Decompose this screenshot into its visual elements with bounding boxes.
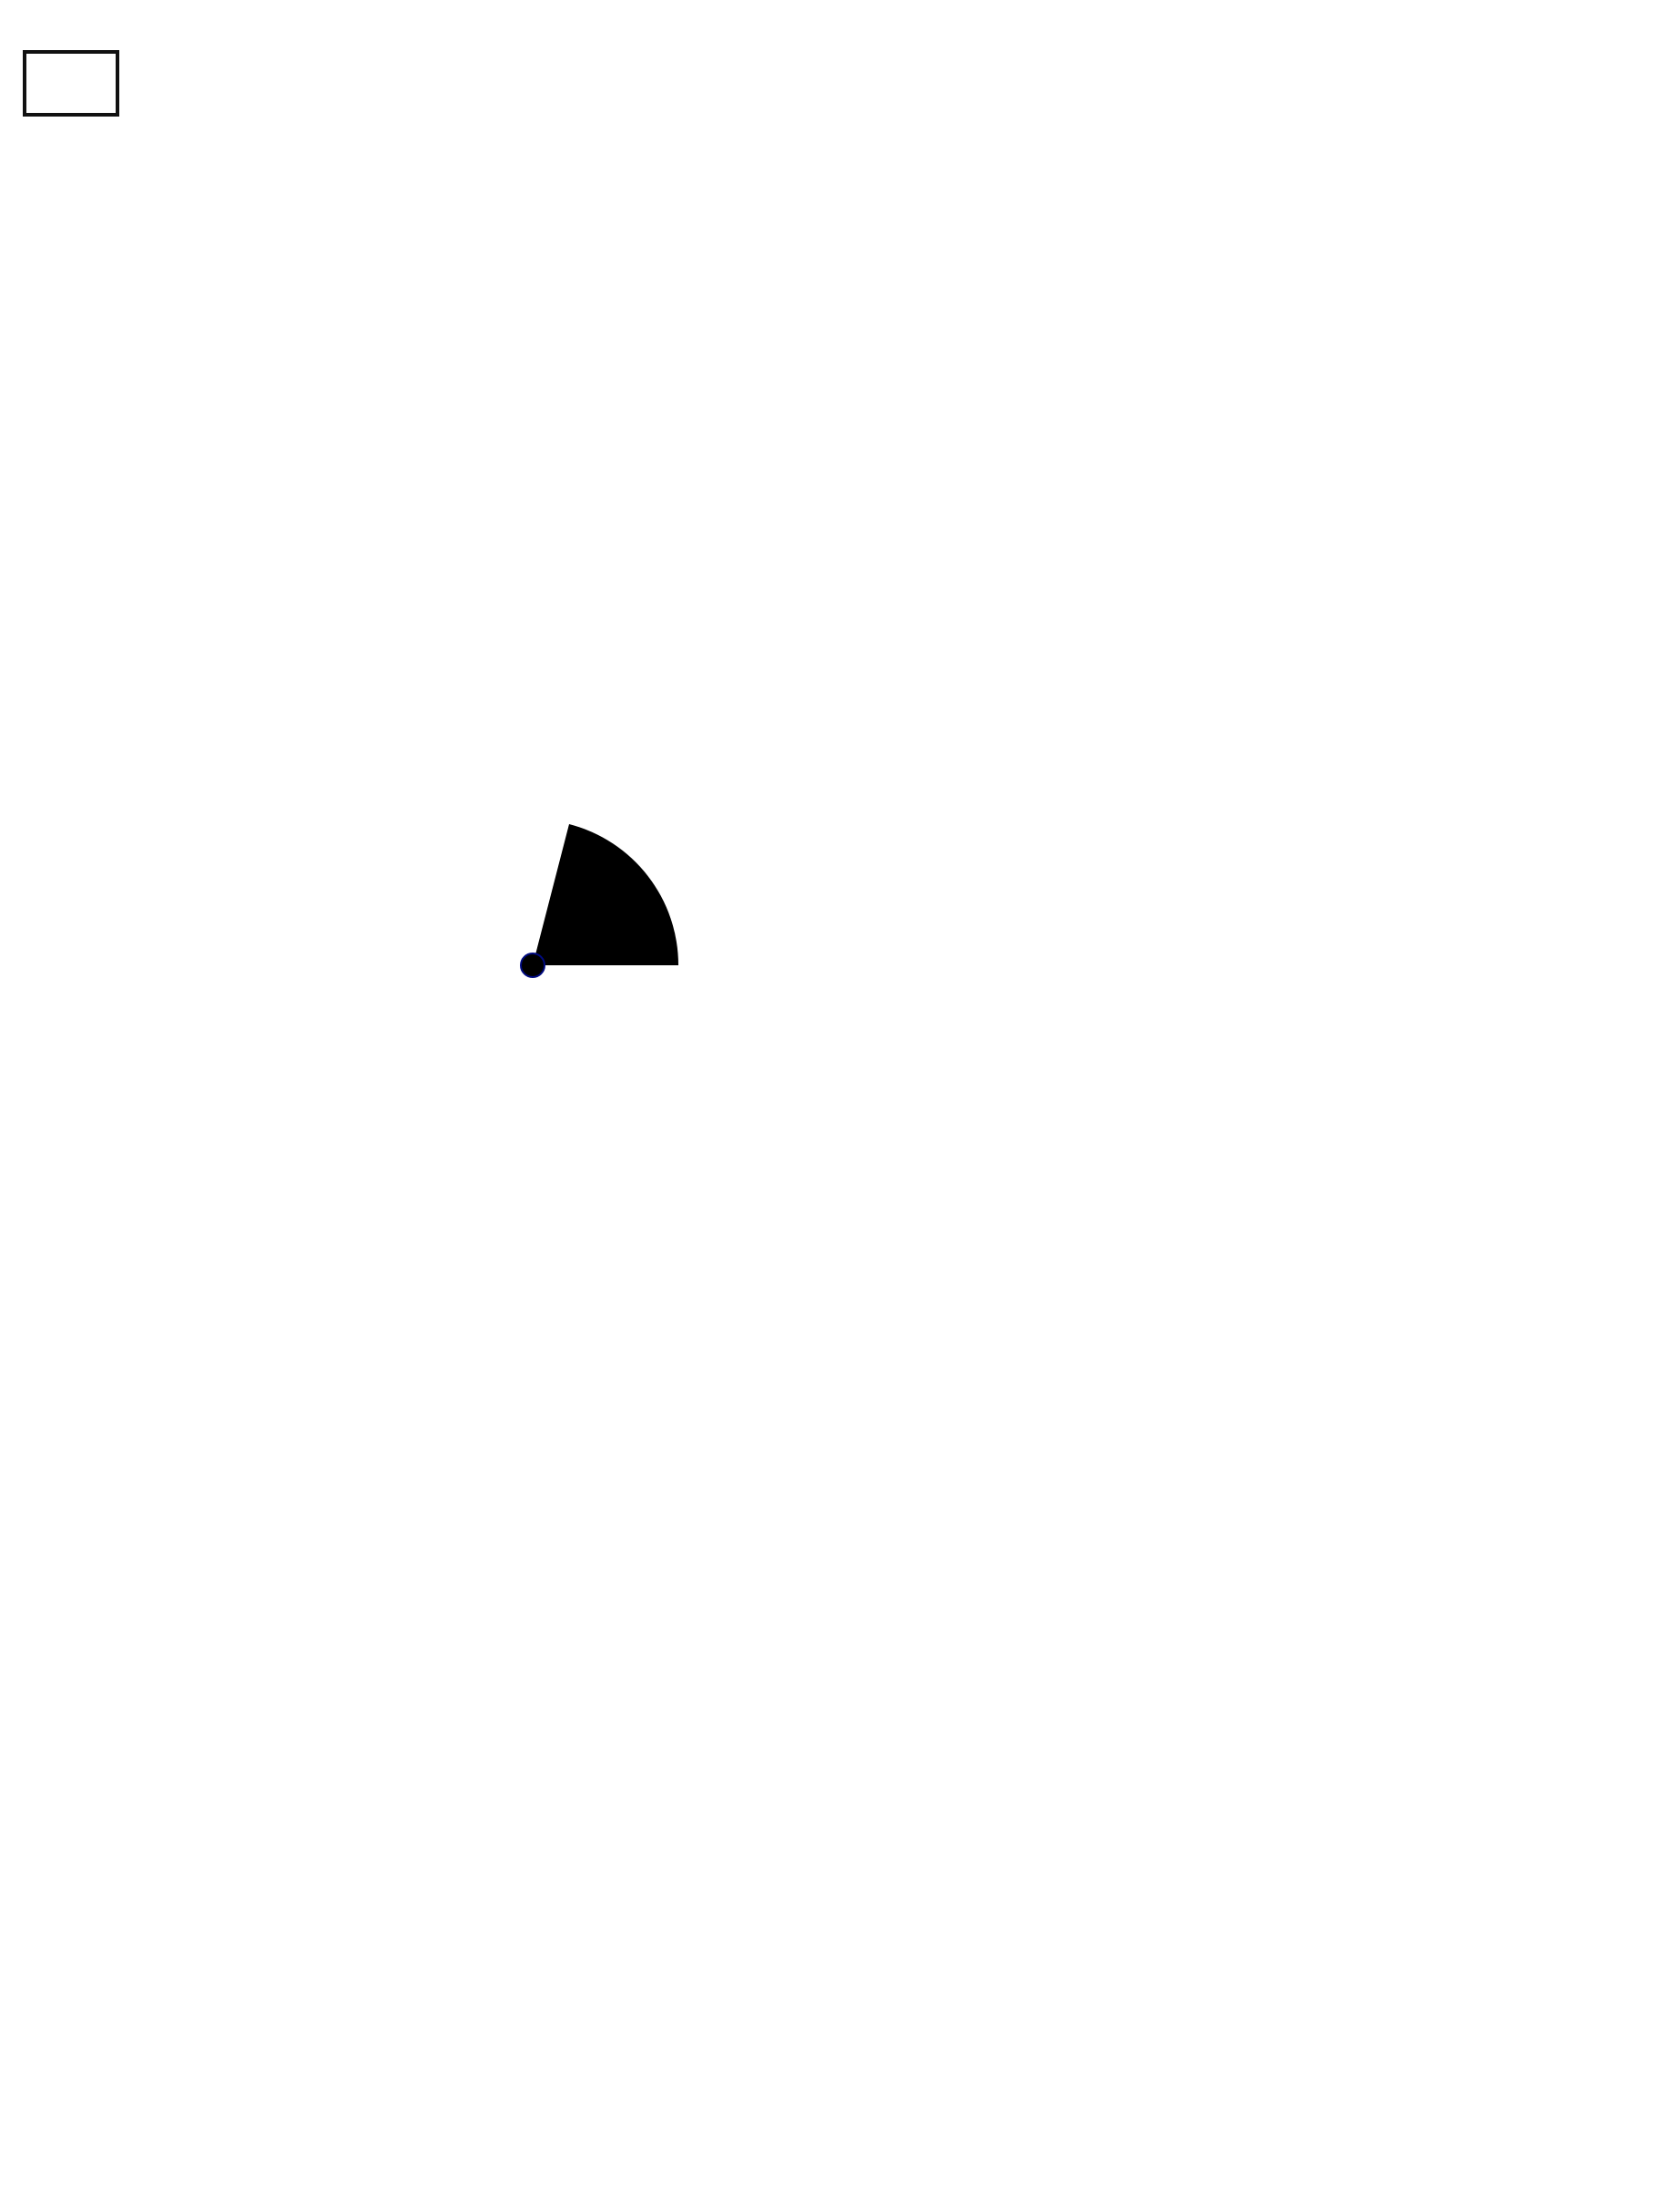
ray-c [533,269,1441,965]
angle-sector [533,824,678,965]
vertex-point [521,953,545,977]
